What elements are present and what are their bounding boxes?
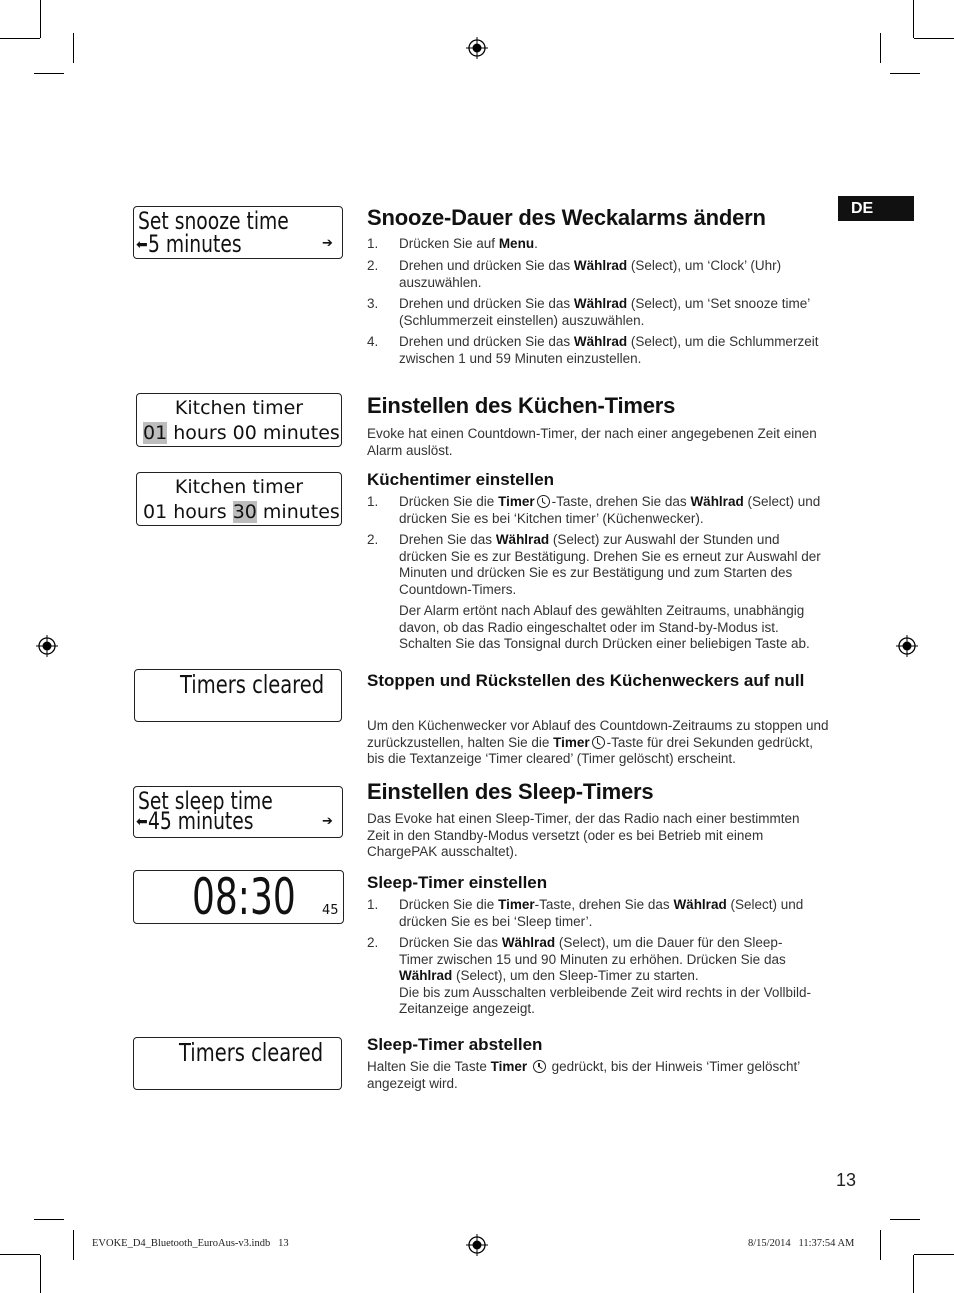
display-timers-cleared (134, 669, 342, 722)
display-line: Timers cleared (179, 1038, 324, 1067)
display-clock (133, 870, 344, 924)
crop-mark (34, 73, 64, 74)
crop-mark (914, 1254, 954, 1255)
crop-mark (73, 1230, 74, 1260)
clock-time: 08:30 (192, 868, 296, 926)
hours-value: 01 (143, 422, 168, 444)
crop-mark (913, 0, 914, 38)
subheading: Küchentimer einstellen (367, 470, 555, 489)
display-line: 45 minutes (147, 807, 254, 835)
sleep-remaining: 45 (322, 903, 339, 918)
language-tab: DE (838, 196, 914, 221)
minutes-value: 30 (232, 501, 257, 523)
subheading: Stoppen und Rückstellen des Küchenweckers auf null (367, 671, 805, 690)
arrow-left-icon: ⬅ (136, 814, 148, 830)
subheading: Sleep-Timer abstellen (367, 1035, 543, 1054)
section-heading: Einstellen des Küchen-Timers (367, 393, 676, 418)
display-line: minutes (256, 501, 340, 523)
timer-clock-icon (533, 1060, 546, 1073)
registration-mark-icon (36, 635, 58, 657)
display-timers-cleared (133, 1037, 342, 1090)
arrow-left-icon: ⬅ (136, 237, 148, 253)
section-heading: Snooze-Dauer des Weckalarms ändern (367, 205, 766, 230)
display-set-snooze (133, 206, 343, 259)
crop-mark (890, 1219, 920, 1220)
arrow-right-icon: ➔ (322, 236, 333, 251)
crop-mark (73, 33, 74, 63)
note-paragraph: Der Alarm ertönt nach Ablauf des gewählten Zeitraums, unabhängig davon, ob das Radio eingeschaltet oder im Stand-by-Modus ist. Schalten Sie das Tonsignal durch Drücken einer beliebigen Taste ab. (399, 603, 810, 651)
page-number: 13 (836, 1170, 857, 1190)
display-line: Kitchen timer (174, 476, 304, 498)
footer-file: EVOKE_D4_Bluetooth_EuroAus-v3.indb 13 (92, 1238, 289, 1249)
crop-mark (0, 38, 40, 39)
registration-mark-icon (466, 37, 488, 59)
crop-mark (40, 0, 41, 38)
display-kitchen-timer-hours (136, 393, 342, 447)
crop-mark (914, 38, 954, 39)
registration-mark-icon (466, 1234, 488, 1256)
paragraph: Um den Küchenwecker vor Ablauf des Countdown-Zeitraums zu stoppen und zurückzustellen, halten Sie die Timer -Taste für drei Sekunden gedrückt, bis die Textanzeige ‘Timer cleared’ (Timer gelöscht) erscheint. (367, 718, 829, 766)
paragraph: Halten Sie die Taste Timer gedrückt, bis der Hinweis ‘Timer gelöscht’ angezeigt wird. (367, 1059, 800, 1091)
crop-mark (40, 1255, 41, 1293)
paragraph: Evoke hat einen Countdown-Timer, der nach einer angegebenen Zeit einen Alarm auslöst. (367, 426, 817, 458)
display-line: Set snooze time (138, 207, 289, 235)
crop-mark (880, 1230, 881, 1260)
display-line: Set sleep time (138, 787, 273, 815)
display-line: Kitchen timer (174, 397, 304, 419)
crop-mark (890, 73, 920, 74)
crop-mark (913, 1255, 914, 1293)
display-line: 5 minutes (147, 230, 242, 258)
registration-mark-icon (896, 635, 918, 657)
timer-clock-icon (537, 495, 550, 508)
crop-mark (34, 1219, 64, 1220)
crop-mark (0, 1254, 40, 1255)
paragraph: Das Evoke hat einen Sleep-Timer, der das Radio nach einer bestimmten Zeit in den Standby-Modus versetzt (oder es bei Betrieb mit einem ChargePAK ausschaltet). (367, 811, 800, 859)
display-set-sleep (133, 786, 343, 838)
timer-clock-icon (592, 736, 605, 749)
display-kitchen-timer-minutes (136, 472, 342, 526)
crop-mark (880, 33, 881, 63)
section-heading: Einstellen des Sleep-Timers (367, 779, 654, 804)
subheading: Sleep-Timer einstellen (367, 873, 548, 892)
display-line: Timers cleared (180, 670, 325, 699)
footer-datetime: 8/15/2014 11:37:54 AM (748, 1238, 855, 1249)
display-line: 01 hours (143, 501, 233, 523)
arrow-right-icon: ➔ (322, 814, 333, 829)
display-line: hours 00 minutes (167, 422, 340, 444)
